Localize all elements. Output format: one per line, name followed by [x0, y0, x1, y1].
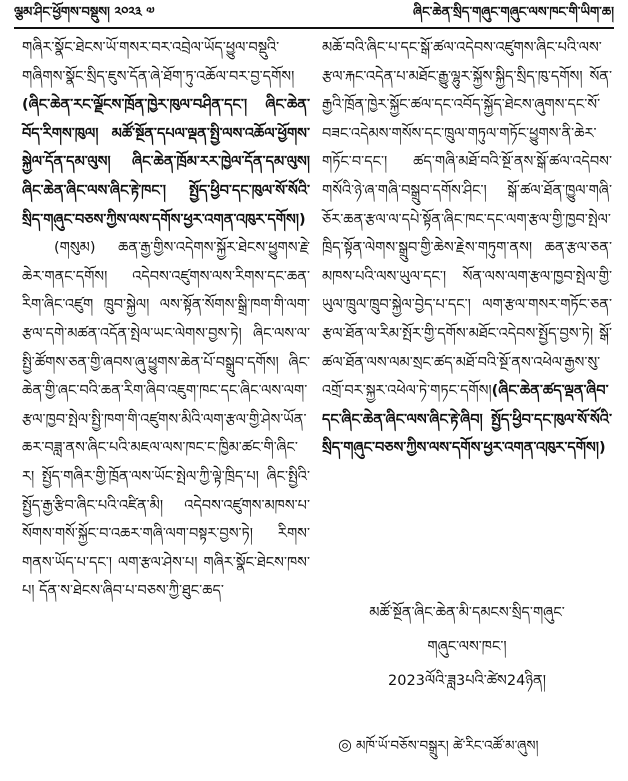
left-paragraph-1 [22, 34, 310, 234]
header-left-title: ལྕམ་ཤིང་ཕྱོགས་བསྡུས། ༢༠༢༣ ༧ [14, 4, 155, 20]
right-paragraph-1-text: མཆོ་བའི་ཞིང་པ་དང་སྒོ་ཚལ་འདེབས་འཛུགས་ཞིང་པའི་ལས་རྩལ་རྐང་འདེན་པ་མཐོང་རྒྱུ་ལྷུར་སྐྱོས་སྐྱིད་སྲིད་ཁུ་དགོས། སོན་རྒྱའི་ཁྲོན་ཁྱེར་སྐྱོང་ཚལ་དང་འབོད་སྐྱོད་ཐེངས་ཞུགས་དང་སོ་བཟང་འདེམས་གསོས་དང་ཁྲུལ་གཏུལ་གཏོང་ཕྱུགས་ནི་ཆེར་གཏོང་བ་དང་། ཚད་གཞི་མཐོ་བའི་སྔོ་ནས་སྒོ་ཚལ་འདེབས་གསོའི་ཉེ་ཞ་གཞི་བསྒྲུབ་དགོས་ཤིང་། སྒོ་ཚལ་ཐོན་ཁྱུལ་གཞི་ཅོར་ཆན་རྩལ་ལ་དཔེ་སྟོན་ཞིང་ཁང་དང་ལག་རྩལ་གྱི་ཁྱབ་སྤེལ་ཁྲིད་སྟོན་ལེགས་སྒྲུབ་གྱི་ཆེས་རྗེས་གཏུག་ནས། ཆན་རྩལ་ཅན་མཁས་པའི་ལས་ཡུལ་དང་། སོན་ལས་ལག་རྩལ་ཁྱབ་སྤེལ་གྱི་ཡུལ་ཁྲུལ་ཁྲུབ་སྐྱེལ་བྱེད་པ་དང་། ལག་རྩལ་གསར་གཏོང་ཅན་རྩལ་ཐོན་ལ་རིམ་སྤོར་གྱི་དགོས་མཐོང་འདེབས་སྤྱོད་བྱས་ཏེ། སྒོ་ཚལ་ཐོན་ལས་ལམ་སྲང་ཚད་མཐོ་བའི་སྔོ་ནས་འཕེལ་རྒྱས་སུ་འགྲོ་བར་སྐྱར་འཕེལ་ཏེ་གཏང་དགོས། [322, 40, 612, 400]
header-right-title: ཞིང་ཆེན་སྲིད་གཞུང་གཞུང་ལས་ཁང་གི་ཡིག་ཆ། [413, 4, 614, 20]
signature-issuer: མཚོ་སྔོན་ཞིང་ཆེན་མི་དམངས་སྲིད་གཞུང་ [369, 605, 565, 621]
left-paragraph-1-text: གཞིར་སྣོང་ཐེངས་ཡོ་གསར་བར་འབྲེལ་ཡོད་ཕྱུལ་བསྡུའི་གཞིགས་སྣོང་སྲིད་ཇུས་དོན་ཞེ་ཐོག་ཏུ་འཆོལ་བར་བྱ་དགོས། [22, 40, 295, 85]
page-header [14, 4, 614, 26]
right-paragraph-1 [322, 34, 612, 463]
left-column [22, 34, 310, 606]
right-column [322, 34, 612, 463]
signature-office: གཞུང་ལས་ཁང་། [427, 639, 507, 655]
circle-mark-icon: ◎ [338, 735, 352, 754]
footer-credit-text: མཁོ་ཡོ་བཅོས་བསྒྲུར། ཚེ་རིང་འཚོ་མ་ཞུས། [355, 738, 539, 754]
left-paragraph-2: (གསུམ) ཆན་རྒྱ་གྱིས་འདེགས་སྐྱོར་ཐེངས་ཕྱུགས་རྗེ་ཆེར་གནང་དགོས། འདེབས་འཛུགས་ལས་རིགས་དང་ཆན་རིག་ཞིང་འཛུག ཁྲུབ་སྐྱེལ། ལས་སྟོན་སོགས་སྒྲི་ཁག་གི་ལག་རྩལ་དགེ་མཚན་འདོན་སྤེལ་ཡང་ལེགས་བྱས་ཏེ། ཞིང་ལས་ལ་སྤྱི་ཚོགས་ཅན་གྱི་ཞབས་ཞུ་ཕྱུགས་ཆེན་པོ་བསྒྲུབ་དགོས། ཞིང་ཆེན་གྱི་ཞང་བའི་ཆན་རིག་ཞིབ་འཇུག་ཁང་དང་ཞིང་ལས་ལག་རྩལ་ཁྱབ་སྤེལ་སྤྱི་ཁག་གི་འཛུགས་མིའི་ལག་རྩལ་གྱི་ཤེས་ཡོན་ཆར་བཟླ་ནས་ཞིང་པའི་མཇལ་ལས་ཁང་ང་ཁྱིམ་ཚང་གི་ཞིང་ར། སྤྱོད་གཞིར་གྱི་ཁྲོན་ལས་ཡོང་སྤེལ་ཀྱི་ལྟེ་ཁྲིད་པ། ཞིང་སྤྱིའི་སྤྱོད་རྒྱ་རྩིབ་ཞིང་པའི་འཛིན་མི། འདེབས་འཛུགས་མཁས་པ་སོགས་གསོ་སྐྱོང་བ་འཆར་གཞི་ལག་བསྟར་བྱས་ཏེ། རིགས་གནས་ཡོད་པ་དང་། ལག་རྩལ་ཤེས་པ། གཞིར་སྣོང་ཐེངས་ཁས་པ། དོན་ས་ཐེངས་ཞིབ་པ་བཅས་ཀྱི་ཐུང་ཆད་ [22, 240, 310, 600]
left-paragraph-1-bold: (ཞིང་ཆེན་རང་ལྗོངས་ཁྲོན་ཁྱེར་ཁུལ་བཤིན་དང་། ཞིང་ཆེན་བོད་རིགས་ཁུལ། མཚོ་སྔོན་དཔལ་ལྡན་སྤྱི་ལས་འཆོལ་ཕྱོགས་སྐྱེལ་དོན་དམ་ལུས། ཞིང་ཆེན་ཁྲོམ་རར་ཁྱེལ་དོན་དམ་ལུས། ཞིང་ཆེན་ཞིང་ལས་ཞིང་རྟེ་ཁང་། སྤྱོད་ཕྱིབ་དང་ཁུལ་སོ་སོའི་སྲིད་གཞུང་བཅས་ཀྱིས་ལས་དགོས་ཕྱར་འགན་འཁུར་དགོས།) [22, 97, 310, 228]
signature-date: 2023ལོའི་ཟླ3པའི་ཚེས24ཉིན། [388, 673, 546, 689]
header-divider [14, 27, 614, 29]
footer-credit [338, 731, 539, 769]
right-paragraph-1-bold: (ཞིང་ཆེན་ཚད་ལྡན་ཞིབ་དང་ཞིང་ཆེན་ཞིང་ལས་ཞིང་རྟེ་ཞིབ། སྤྱོད་ཕྱིབ་དང་ཁུལ་སོ་སོའི་སྲིད་གཞུང་བཅས་ཀྱིས་ལས་དགོས་ཕྱར་འགན་འཁུར་དགོས།) [322, 383, 612, 457]
